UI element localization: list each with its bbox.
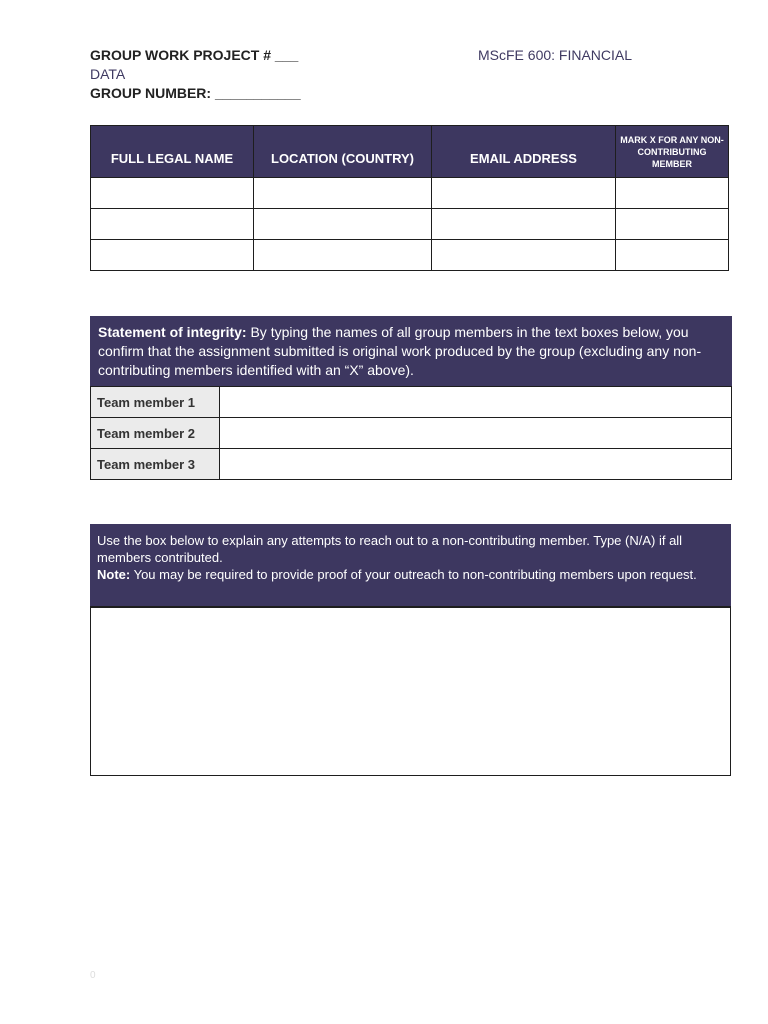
team-members-table (90, 386, 732, 480)
table-row (91, 178, 729, 209)
team-member-name-field[interactable] (220, 418, 732, 449)
team-member-label: Team member 2 (91, 418, 220, 449)
outreach-instructions: Use the box below to explain any attempts to reach out to a non-contributing member. Type (N/A) if all members contributed. (97, 533, 683, 565)
group-number-label: GROUP NUMBER: ___________ (90, 85, 301, 101)
integrity-statement-section (90, 316, 732, 480)
outreach-instructions-box (90, 524, 731, 608)
member-location-cell[interactable] (254, 178, 432, 209)
team-member-label: Team member 3 (91, 449, 220, 480)
table-row (91, 449, 732, 480)
table-row (91, 240, 729, 271)
outreach-section (90, 524, 731, 776)
members-table-header-row (91, 126, 729, 178)
member-name-cell[interactable] (91, 240, 254, 271)
outreach-response-box[interactable] (90, 608, 731, 776)
column-header-email: EMAIL ADDRESS (432, 126, 616, 178)
member-email-cell[interactable] (432, 209, 616, 240)
member-location-cell[interactable] (254, 240, 432, 271)
column-header-location: LOCATION (COUNTRY) (254, 126, 432, 178)
member-email-cell[interactable] (432, 178, 616, 209)
team-member-name-field[interactable] (220, 387, 732, 418)
group-members-table (90, 125, 729, 271)
member-name-cell[interactable] (91, 209, 254, 240)
course-title: MScFE 600: FINANCIAL (478, 47, 633, 63)
column-header-non-contributing: MARK X FOR ANY NON-CONTRIBUTING MEMBER (616, 126, 729, 178)
integrity-statement-title: Statement of integrity: (98, 324, 247, 340)
page-number: 0 (90, 970, 96, 981)
integrity-statement (90, 316, 732, 386)
table-row (91, 387, 732, 418)
note-text: You may be required to provide proof of your outreach to non-contributing members upon request. (130, 567, 697, 582)
team-member-label: Team member 1 (91, 387, 220, 418)
member-name-cell[interactable] (91, 178, 254, 209)
member-noncontributing-cell[interactable] (616, 240, 729, 271)
member-noncontributing-cell[interactable] (616, 209, 729, 240)
course-title-continuation: DATA (90, 66, 126, 82)
table-row (91, 418, 732, 449)
team-member-name-field[interactable] (220, 449, 732, 480)
member-noncontributing-cell[interactable] (616, 178, 729, 209)
column-header-full-legal-name: FULL LEGAL NAME (91, 126, 254, 178)
table-row (91, 209, 729, 240)
member-location-cell[interactable] (254, 209, 432, 240)
member-email-cell[interactable] (432, 240, 616, 271)
note-label: Note: (97, 567, 131, 582)
document-header (90, 46, 301, 103)
integrity-statement-text: By typing the names of all group members in the text boxes below, you confirm that the assignment submitted is original work produced by the group (excluding any non-contributing members identified with an “X” above). (98, 324, 702, 378)
outreach-note (97, 566, 724, 583)
project-number-label: GROUP WORK PROJECT # ___ (90, 47, 299, 63)
